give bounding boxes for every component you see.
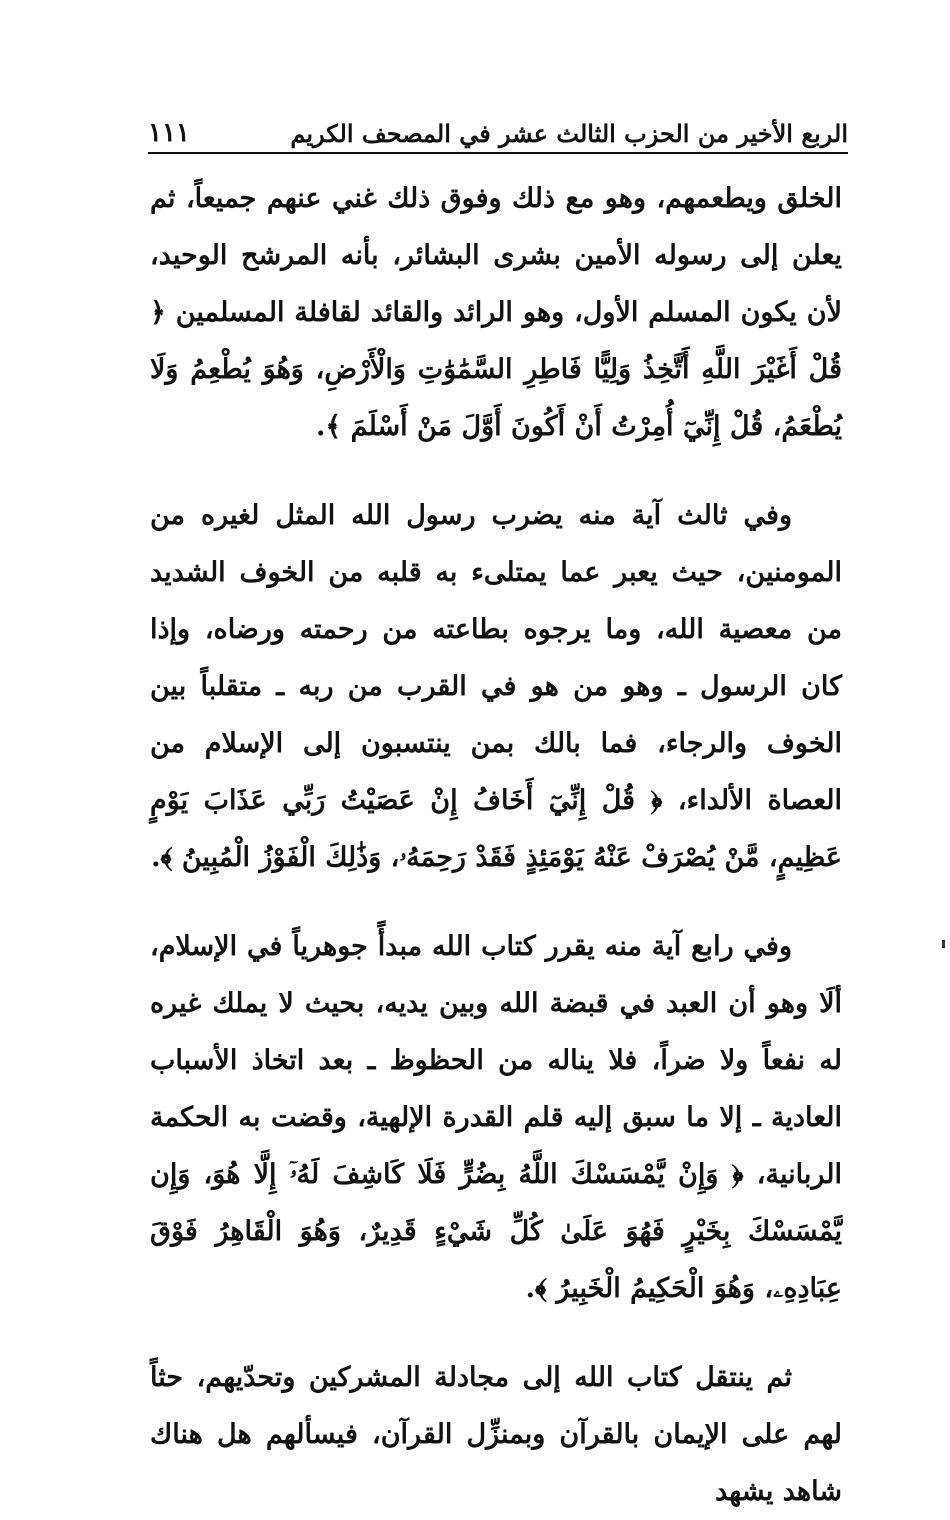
paragraph-1: الخلق ويطعمهم، وهو مع ذلك وفوق ذلك غني عنهم جميعاً، ثم يعلن إلى رسوله الأمين بشرى البشائر، بأنه المرشح الوحيد، لأن يكون المسلم الأول، وهو الرائد والقائد لقافلة المسلمين ﴿ قُلْ أَغَيْرَ اللَّهِ أَتَّخِذُ وَلِيًّا فَاطِرِ السَّمَٰوَٰتِ وَالْأَرْضِ، وَهُوَ يُطْعِمُ وَلَا يُطْعَمُ، قُلْ إِنِّيٓ أُمِرْتُ أَنْ أَكُونَ أَوَّلَ مَنْ أَسْلَمَ ﴾. [150, 183, 843, 442]
header-title: الربع الأخير من الحزب الثالث عشر في المصحف الكريم [290, 119, 848, 148]
paragraph-2: وفي ثالث آية منه يضرب رسول الله المثل لغيره من المومنين، حيث يعبر عما يمتلىء به قلبه من الخوف الشديد من معصية الله، وما يرجوه بطاعته من رحمته ورضاه، وإذا كان الرسول ـ وهو من هو في القرب من ربه ـ متقلباً بين الخوف والرجاء، فما بالك بمن ينتسبون إلى الإسلام من العصاة الألداء، ﴿ قُلْ إِنِّيٓ أَخَافُ إِنْ عَصَيْتُ رَبِّي عَذَابَ يَوْمٍ عَظِيمٍ، مَّنْ يُصْرَفْ عَنْهُ يَوْمَئِذٍ فَقَدْ رَحِمَهُۥ، وَذَٰلِكَ الْفَوْزُ الْمُبِينُ ﴾. [150, 500, 842, 873]
paragraph-3: وفي رابع آية منه يقرر كتاب الله مبدأً جوهرياً في الإسلام، ألَا وهو أن العبد في قبضة الله وبين يديه، بحيث لا يملك غيره له نفعاً ولا ضراً، فلا يناله من الحظوظ ـ بعد اتخاذ الأسباب العادية ـ إلا ما سبق إليه قلم القدرة الإلهية، وقضت به الحكمة الربانية، ﴿ وَإِنْ يَّمْسَسْكَ اللَّهُ بِضُرٍّ فَلَا كَاشِفَ لَهُۥٓ إِلَّا هُوَ، وَإِن يَّمْسَسْكَ بِخَيْرٍ فَهُوَ عَلَىٰ كُلِّ شَيْءٍ قَدِيرٌ، وَهُوَ الْقَاهِرُ فَوْقَ عِبَادِهِۦ، وَهُوَ الْحَكِيمُ الْخَبِيرُ ﴾. [150, 931, 842, 1304]
running-header [148, 108, 848, 154]
page-number: ١١١ [148, 118, 190, 148]
page-body [150, 170, 842, 1520]
scan-edge-mark [942, 940, 945, 948]
paragraph-4: ثم ينتقل كتاب الله إلى مجادلة المشركين وتحدّيهم، حثاً لهم على الإيمان بالقرآن وبمنزِّل القرآن، فيسألهم هل هناك شاهد يشهد [150, 1362, 842, 1507]
